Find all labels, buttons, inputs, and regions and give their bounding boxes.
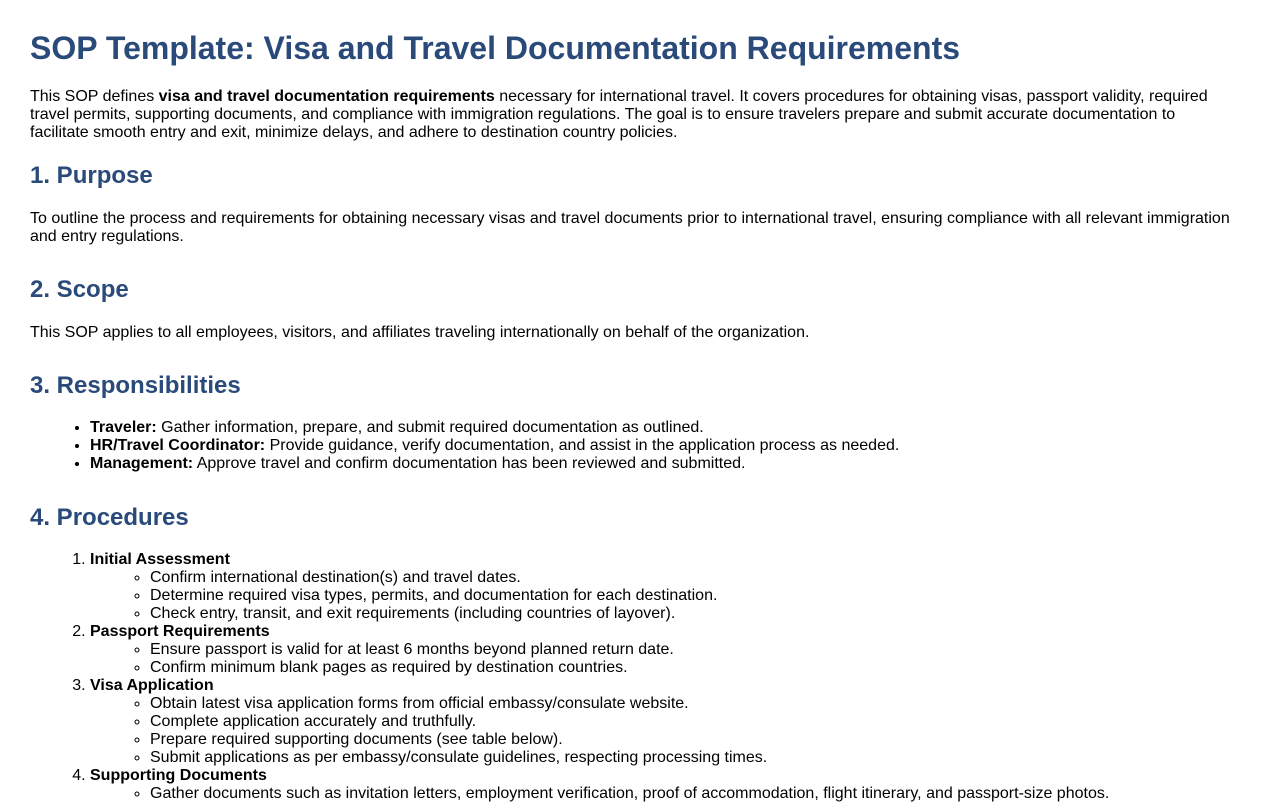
list-item: ◦ Ensure passport is valid for at least 6 months beyond planned return date. (150, 641, 1109, 659)
role-description: Gather information, prepare, and submit required documentation as outlined. (156, 419, 704, 436)
list-item (90, 437, 899, 455)
purpose-text: To outline the process and requirements for obtaining necessary visas and travel documents prior to international travel, ensuring compliance with all relevant immigration and entry regulations. (30, 210, 1230, 245)
procedure-substeps (90, 569, 1109, 623)
list-item: ◦ Complete application accurately and truthfully. (150, 713, 1109, 731)
list-item: ◦ Prepare required supporting documents (see table below). (150, 731, 1109, 749)
list-item: ◦ Confirm international destination(s) and travel dates. (150, 569, 1109, 587)
role-label: Management: (90, 455, 194, 472)
procedure-step (90, 623, 1109, 677)
procedure-step-title: Supporting Documents (90, 767, 267, 784)
procedure-step-title: Initial Assessment (90, 551, 230, 568)
procedures-list (30, 551, 1109, 803)
role-label: Traveler: (90, 419, 157, 436)
intro-text-bold: visa and travel documentation requirements (158, 88, 495, 105)
section-heading-scope: 2. Scope (30, 276, 129, 303)
responsibilities-list (30, 419, 899, 473)
procedure-substeps (90, 785, 1109, 803)
intro-paragraph (30, 88, 1235, 142)
page-title: SOP Template: Visa and Travel Documentation Requirements (30, 30, 961, 66)
list-item: ◦ Check entry, transit, and exit requirements (including countries of layover). (150, 605, 1109, 623)
procedure-substeps (90, 695, 1109, 767)
procedure-step (90, 677, 1109, 767)
intro-text-before: This SOP defines (30, 88, 159, 105)
list-item: ◦ Confirm minimum blank pages as required by destination countries. (150, 659, 1109, 677)
scope-text: This SOP applies to all employees, visitors, and affiliates traveling internationally on behalf of the organization. (30, 324, 810, 341)
section-heading-purpose: 1. Purpose (30, 162, 153, 189)
list-item (90, 419, 899, 437)
procedure-step (90, 767, 1109, 803)
role-description: Approve travel and confirm documentation has been reviewed and submitted. (193, 455, 746, 472)
procedure-step (90, 551, 1109, 623)
list-item: ◦ Submit applications as per embassy/consulate guidelines, respecting processing times. (150, 749, 1109, 767)
list-item (90, 455, 899, 473)
procedure-step-title: Passport Requirements (90, 623, 270, 640)
procedure-substeps (90, 641, 1109, 677)
intro-text-after: necessary for international travel. It covers procedures for obtaining visas, passport validity, required travel permits, supporting documents, and compliance with immigration regulations. The goal is to ensure travelers prepare and submit accurate documentation to facilitate smooth entry and exit, minimize delays, and adhere to destination country policies. (30, 88, 1208, 141)
list-item: ◦ Obtain latest visa application forms from official embassy/consulate website. (150, 695, 1109, 713)
section-heading-procedures: 4. Procedures (30, 504, 189, 531)
list-item: ◦ Gather documents such as invitation letters, employment verification, proof of accommodation, flight itinerary, and passport-size photos. (150, 785, 1109, 803)
list-item: ◦ Determine required visa types, permits, and documentation for each destination. (150, 587, 1109, 605)
procedure-step-title: Visa Application (90, 677, 214, 694)
role-label: HR/Travel Coordinator: (90, 437, 266, 454)
role-description: Provide guidance, verify documentation, and assist in the application process as needed. (265, 437, 900, 454)
section-heading-responsibilities: 3. Responsibilities (30, 372, 241, 399)
